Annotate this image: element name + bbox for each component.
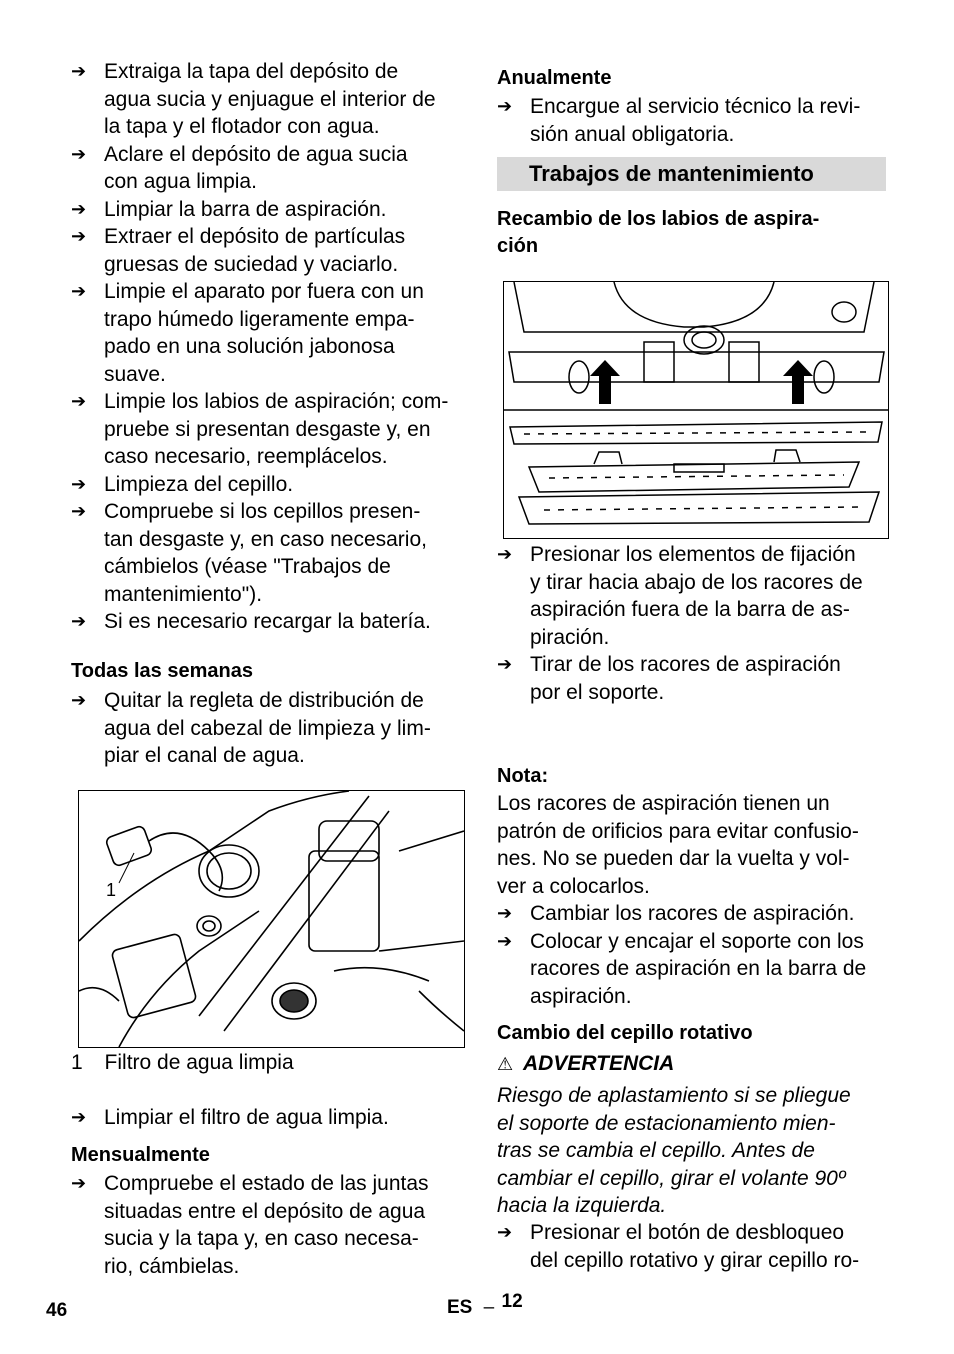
monthly-bullet	[71, 1170, 471, 1280]
arrow-right-icon: ➔	[71, 473, 87, 494]
bullet-item	[71, 141, 471, 196]
lips-bullet-item-line: y tirar hacia abajo de los racores de	[530, 570, 863, 594]
bullet-item-line: pado en una solución jabonosa	[104, 335, 395, 358]
note-text-line: patrón de orificios para evitar confusio-	[497, 819, 859, 843]
arrow-right-icon: ➔	[71, 501, 87, 521]
annual-bullet-item-line: sión anual obligatoria.	[530, 122, 735, 146]
note-bullet-item-line: Cambiar los racores de aspiración.	[530, 902, 855, 925]
bullet-item-line: tan desgaste y, en caso necesario,	[104, 527, 427, 551]
arrow-right-icon: ➔	[71, 143, 87, 164]
bullet-item-line: pruebe si presentan desgaste y, en	[104, 417, 431, 441]
weekly-heading: Todas las semanas	[71, 660, 253, 682]
weekly-bullet-item	[71, 687, 471, 770]
arrow-right-icon: ➔	[71, 61, 87, 81]
bullet-item-line: Limpie los labios de aspiración; com-	[104, 390, 449, 413]
filter-bullet	[71, 1104, 471, 1132]
note-bullet-item	[497, 900, 897, 928]
note-heading: Nota:	[497, 765, 549, 787]
arrow-right-icon: ➔	[71, 1107, 87, 1127]
suction-lips-figure	[503, 281, 889, 539]
note-bullet-item-line: racores de aspiración en la barra de	[530, 957, 867, 980]
note-bullet-item	[497, 928, 897, 1011]
warning-text-line: cambiar el cepillo, girar el volante 90º	[497, 1166, 846, 1190]
lips-heading-line: ción	[497, 235, 539, 257]
weekly-bullet-item-line: piar el canal de agua.	[104, 744, 305, 767]
left-bullets-top	[71, 58, 471, 636]
lips-bullet-item	[497, 541, 897, 651]
caption-text: Filtro de agua limpia	[104, 1051, 294, 1074]
note-text-line: nes. No se pueden dar la vuelta y vol-	[497, 847, 850, 870]
arrow-right-icon: ➔	[497, 930, 513, 951]
bullet-item	[71, 223, 471, 278]
lips-bullet-item-line: aspiración fuera de la barra de as-	[530, 598, 850, 621]
bullet-item	[71, 471, 471, 499]
annual-bullet-item	[497, 93, 897, 148]
lips-heading-line: Recambio de los labios de aspira-	[497, 208, 820, 230]
footer-lang: ES	[447, 1297, 473, 1318]
final-bullet	[497, 1219, 897, 1274]
bullet-item-line: agua sucia y enjuague el interior de	[104, 87, 436, 111]
bullet-item	[71, 388, 471, 471]
lips-bullets	[497, 541, 897, 706]
monthly-heading: Mensualmente	[71, 1144, 210, 1166]
footer-section	[447, 1291, 523, 1319]
bullet-item	[71, 498, 471, 608]
filter-bullet-text: Limpiar el filtro de agua limpia.	[104, 1106, 389, 1129]
arrow-right-icon: ➔	[497, 544, 513, 564]
arrow-right-icon: ➔	[71, 1173, 87, 1193]
lips-heading	[497, 206, 819, 260]
bullet-item-line: la tapa y el flotador con agua.	[104, 115, 380, 138]
bullet-item-line: suave.	[104, 362, 166, 386]
bullet-item	[71, 608, 471, 636]
lips-bullet-item	[497, 651, 897, 706]
note-text-line: ver a colocarlos.	[497, 874, 650, 898]
bullet-item-line: con agua limpia.	[104, 170, 257, 193]
annual-heading: Anualmente	[497, 67, 612, 89]
arrow-right-icon: ➔	[497, 1222, 513, 1242]
warning-text	[497, 1082, 897, 1220]
note-bullets	[497, 900, 897, 1010]
note-bullet-item-line: Colocar y encajar el soporte con los	[530, 929, 864, 953]
footer-dash: –	[483, 1297, 495, 1318]
fresh-water-filter-figure	[78, 790, 465, 1048]
bullet-item	[71, 58, 471, 141]
warning-heading	[497, 1050, 674, 1078]
annual-bullet-item-line: Encargue al servicio técnico la revi-	[530, 95, 861, 118]
bullet-item-line: Si es necesario recargar la batería.	[104, 610, 431, 633]
arrow-right-icon: ➔	[71, 226, 87, 246]
footer-section-page: 12	[501, 1291, 523, 1312]
bullet-item-line: Aclare el depósito de agua sucia	[104, 142, 408, 166]
warning-triangle-icon: ⚠	[497, 1054, 514, 1074]
arrow-right-icon: ➔	[71, 690, 87, 710]
monthly-bullet-item-line: sucia y la tapa y, en caso necesa-	[104, 1227, 419, 1250]
arrow-right-icon: ➔	[71, 281, 87, 301]
note-bullet-item-line: aspiración.	[530, 984, 632, 1008]
arrow-right-icon: ➔	[71, 198, 87, 219]
arrow-right-icon: ➔	[497, 903, 513, 923]
fresh-water-filter-illustration	[79, 791, 464, 1047]
note-text-line: Los racores de aspiración tienen un	[497, 792, 830, 815]
monthly-bullet-item	[71, 1170, 471, 1280]
monthly-bullet-item-line: Compruebe el estado de las juntas	[104, 1172, 429, 1195]
arrow-right-icon: ➔	[497, 96, 513, 116]
annual-bullet	[497, 93, 897, 148]
bullet-item-line: Compruebe si los cepillos presen-	[104, 500, 421, 523]
page-number: 46	[46, 1300, 68, 1321]
bullet-item-line: mantenimiento").	[104, 582, 263, 606]
bullet-item-line: gruesas de suciedad y vaciarlo.	[104, 252, 399, 276]
note-text	[497, 790, 897, 900]
arrow-right-icon: ➔	[497, 654, 513, 674]
weekly-bullet-item-line: agua del cabezal de limpieza y lim-	[104, 716, 431, 740]
bullet-item-line: Extraiga la tapa del depósito de	[104, 60, 399, 83]
bullet-item-line: cámbielos (véase "Trabajos de	[104, 555, 391, 578]
warning-text-line: Riesgo de aplastamiento si se pliegue	[497, 1084, 851, 1107]
warning-text-line: hacia la izquierda.	[497, 1194, 667, 1217]
bullet-item-line: caso necesario, reemplácelos.	[104, 445, 388, 468]
lips-bullet-item-line: por el soporte.	[530, 680, 665, 704]
arrow-right-icon: ➔	[71, 611, 87, 631]
final-bullet-item-line: Presionar el botón de desbloqueo	[530, 1221, 845, 1244]
bullet-item-line: Limpie el aparato por fuera con un	[104, 280, 424, 303]
suction-lips-illustration	[504, 282, 888, 538]
warning-text-line: tras se cambia el cepillo. Antes de	[497, 1139, 815, 1162]
lips-bullet-item-line: Tirar de los racores de aspiración	[530, 653, 841, 676]
monthly-bullet-item-line: situadas entre el depósito de agua	[104, 1199, 426, 1223]
brush-heading: Cambio del cepillo rotativo	[497, 1022, 753, 1044]
bullet-item	[71, 278, 471, 388]
maintenance-banner: Trabajos de mantenimiento	[497, 157, 886, 191]
bullet-item-line: trapo húmedo ligeramente empa-	[104, 307, 415, 331]
caption-number: 1	[71, 1051, 83, 1074]
weekly-bullet	[71, 687, 471, 770]
weekly-bullet-item-line: Quitar la regleta de distribución de	[104, 689, 424, 712]
final-bullet-item-line: del cepillo rotativo y girar cepillo ro-	[530, 1248, 860, 1272]
bullet-item-line: Limpieza del cepillo.	[104, 472, 294, 496]
arrow-right-icon: ➔	[71, 391, 87, 411]
bullet-item-line: Limpiar la barra de aspiración.	[104, 197, 387, 221]
bullet-item	[71, 196, 471, 224]
monthly-bullet-item-line: rio, cámbielas.	[104, 1254, 240, 1278]
figure-label: 1	[106, 880, 117, 900]
warning-text-line: el soporte de estacionamiento mien-	[497, 1111, 836, 1135]
bullet-item-line: Extraer el depósito de partículas	[104, 225, 406, 248]
figure-caption	[71, 1049, 294, 1076]
final-bullet-item	[497, 1219, 897, 1274]
lips-bullet-item-line: piración.	[530, 625, 610, 649]
lips-bullet-item-line: Presionar los elementos de fijación	[530, 543, 856, 566]
warning-label: ADVERTENCIA	[522, 1052, 675, 1075]
